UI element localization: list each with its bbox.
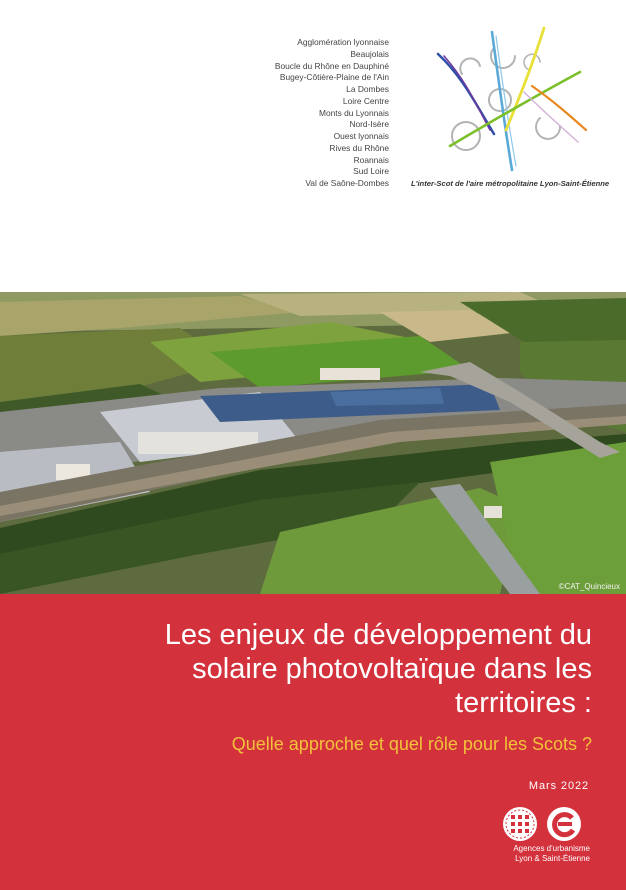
agency-logos	[502, 806, 592, 846]
page-subtitle: Quelle approche et quel rôle pour les Scots ?	[231, 734, 592, 754]
page-title	[32, 618, 592, 720]
aerial-photo-illustration	[0, 292, 626, 594]
list-item: Sud Loire	[353, 166, 389, 177]
list-item: La Dombes	[346, 84, 389, 94]
aerial-photo	[0, 292, 626, 594]
title-line-3: territoires :	[455, 687, 592, 719]
logo-caption: L'inter-Scot de l'aire métropolitaine Lyon-Saint-Étienne	[411, 179, 610, 188]
title-line-2: solaire photovoltaïque dans les	[192, 653, 592, 685]
list-item: Nord-Isère	[349, 119, 389, 130]
inter-scot-logo	[432, 26, 592, 176]
title-band	[0, 594, 626, 890]
agency-name-line-2: Lyon & Saint-Étienne	[515, 853, 590, 863]
list-item: Bugey-Côtière-Plaine de l'Ain	[279, 72, 389, 83]
scot-list	[275, 37, 389, 190]
photo-credit: ©CAT_Quincieux	[558, 582, 620, 591]
list-item: Monts du Lyonnais	[319, 107, 389, 118]
agency-name-line-1: Agences d'urbanisme	[513, 844, 590, 853]
list-item: Beaujolais	[350, 48, 389, 59]
agency-name	[513, 844, 590, 863]
list-item: Roannais	[353, 154, 389, 165]
list-item: Agglomération lyonnaise	[297, 37, 389, 47]
list-item: Val de Saône-Dombes	[305, 178, 389, 188]
list-item: Rives du Rhône	[329, 142, 389, 153]
title-line-1: Les enjeux de développement du	[164, 619, 592, 651]
publication-date: Mars 2022	[528, 780, 589, 792]
agency-saint-etienne-logo	[547, 807, 581, 841]
list-item: Boucle du Rhône en Dauphiné	[274, 60, 389, 71]
list-item: Ouest lyonnais	[333, 131, 389, 141]
agency-lyon-logo	[503, 807, 537, 841]
list-item: Loire Centre	[342, 95, 389, 106]
